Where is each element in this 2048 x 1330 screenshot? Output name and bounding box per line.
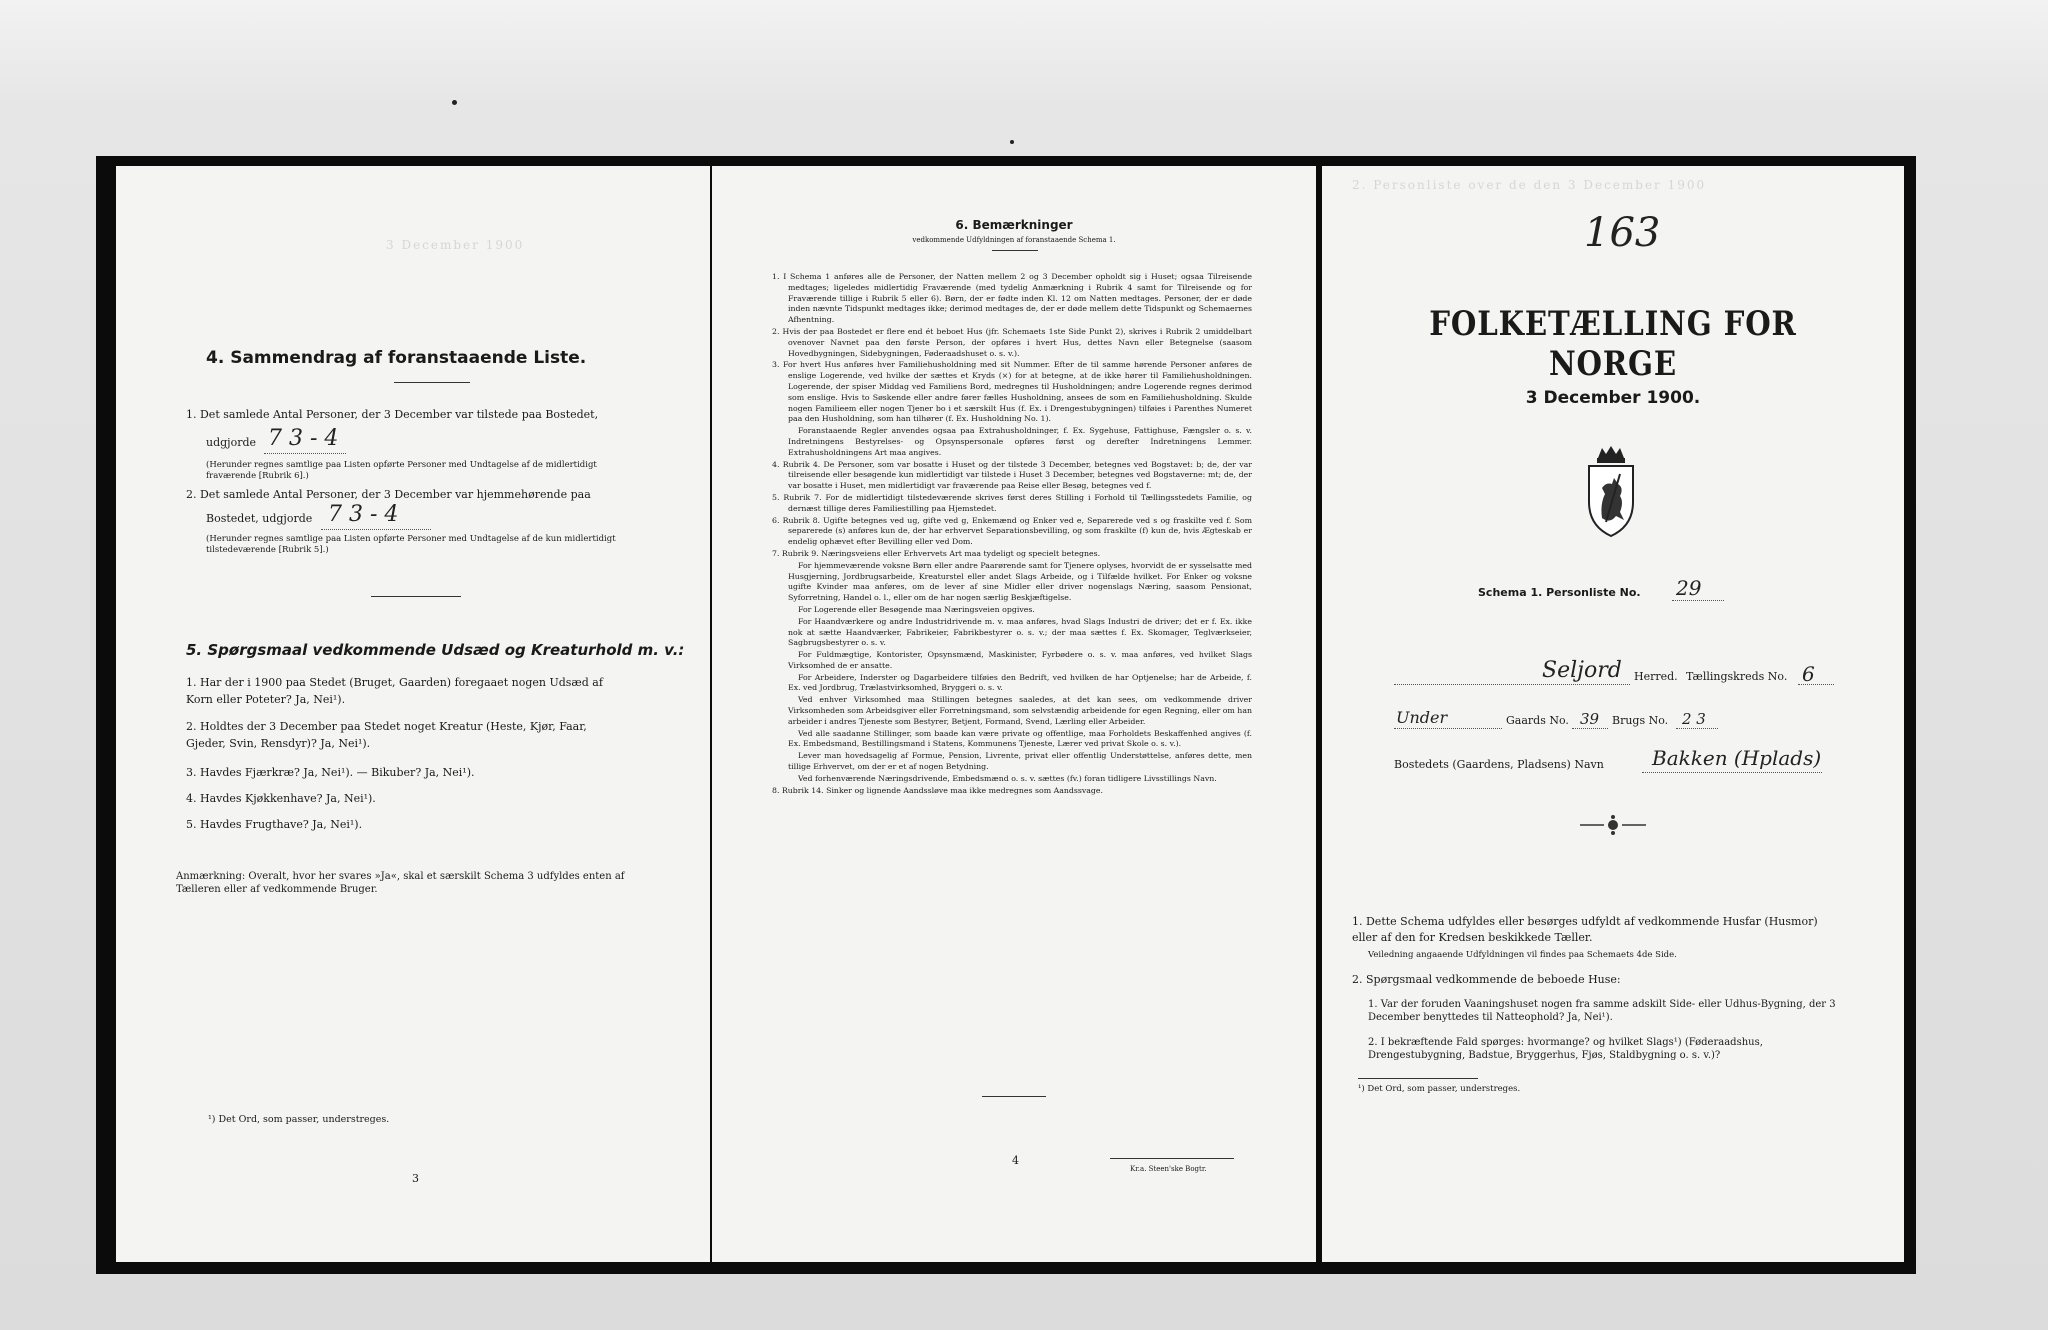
remark-entry: Ved enhver Virksomhed maa Stillingen betegnes saaledes, at det kan sees, om vedkommende driver Virksomheden som Arbeidsgiver eller Forretningsmand, som selvstændig arbeidende for egen Regning, eller om han arbeider i andres Tjeneste som Bestyrer, Betjent, Formand, Svend, Lærling eller Arbeider. <box>788 695 1252 726</box>
instruction-2: 2. Spørgsmaal vedkommende de beboede Huse: <box>1352 973 1621 986</box>
gaard-prefix-line <box>1394 728 1502 729</box>
s5-question-2: 2. Holdtes der 3 December paa Stedet noget Kreatur (Heste, Kjør, Faar, Gjeder, Svin, Rensdyr)? Ja, Nei¹). <box>186 720 587 750</box>
q2-note: (Herunder regnes samtlige paa Listen opførte Personer med Undtagelse af de kun midlertidigt tilstedeværende [Rubrik 5].) <box>206 534 616 555</box>
remark-entry: 3. For hvert Hus anføres hver Familiehusholdning med sit Nummer. Efter de til samme hørende Personer anføres de enslige Logerende, ved hvilke der sættes et Kryds (×) for at betegne, at de ikke hører til Familiehusholdningen. Logerende, der spiser Middag ved Familiens Bord, medregnes til Husholdningen; andre Logerende regnes derimod som enslige. Hvis to Søskende eller andre fører fælles Husholdning, ansees de som en Familiehusholdning. Skulde nogen Familieem eller nogen Tjener bo i et særskilt Hus (f. Ex. i Drengestubygningen) tilføies i Parenthes Numeret paa den Husholdning, som han tilhører (f. Ex. Husholdning No. 1). <box>772 360 1252 424</box>
q2-line-a: 2. Det samlede Antal Personer, der 3 December var hjemmehørende paa <box>186 488 591 501</box>
bleed-through-text: 2. Personliste over de den 3 December 1900 <box>1352 178 1707 192</box>
schema-dotted-line <box>1672 600 1724 601</box>
gaard-value: 39 <box>1580 710 1600 728</box>
gaard-prefix: Under <box>1396 708 1448 727</box>
s5-question-3: 3. Havdes Fjærkræ? Ja, Nei¹). — Bikuber? Ja, Nei¹). <box>186 766 475 779</box>
remark-entry: Lever man hovedsagelig af Formue, Pension, Livrente, privat eller offentlig Understøttelse, anføres dette, men tillige Erhvervet, om der er et af nogen Betydning. <box>788 751 1252 772</box>
s5-question-4: 4. Havdes Kjøkkenhave? Ja, Nei¹). <box>186 792 376 805</box>
section-6-subtitle: vedkommende Udfyldningen af foranstaaende Schema 1. <box>912 236 1116 244</box>
page-number: 4 <box>1012 1154 1019 1167</box>
remark-entry: 6. Rubrik 8. Ugifte betegnes ved ug, gifte ved g, Enkemænd og Enker ved e, Separerede ved s og fraskilte ved f. Som separerede (s) anføres kun de, der har erhvervet Separationsbevilling, og som fraskilte (f) kun de, hvis Ægteskab er endelig ophævet efter Bevilling eller ved Dom. <box>772 515 1252 547</box>
divider <box>371 596 461 597</box>
bosted-label: Bostedets (Gaardens, Pladsens) Navn <box>1394 758 1604 771</box>
q1-note: (Herunder regnes samtlige paa Listen opførte Personer med Undtagelse af de midlertidigt fraværende [Rubrik 6].) <box>206 460 597 481</box>
q2-line-b: Bostedet, udgjorde <box>206 512 313 525</box>
s5-question-5: 5. Havdes Frugthave? Ja, Nei¹). <box>186 818 363 831</box>
instruction-1: 1. Dette Schema udfyldes eller besørges udfyldt af vedkommende Husfar (Husmor) eller af den for Kredsen beskikkede Tæller. <box>1352 915 1818 944</box>
footnote-rule <box>1358 1078 1478 1079</box>
remark-entry: For Logerende eller Besøgende maa Næringsveien opgives. <box>798 604 1035 614</box>
q1-line-b: udgjorde <box>206 436 257 449</box>
remark-entry: For Arbeidere, Inderster og Dagarbeidere tilføies den Bedrift, ved hvilken de har Optjenelse; har de Arbeide, f. Ex. ved Jordbrug, Trælastvirksomhed, Bryggeri o. s. v. <box>788 672 1252 693</box>
gaard-dotted-line <box>1572 728 1608 729</box>
brugs-label: Brugs No. <box>1612 714 1669 727</box>
ornament-icon <box>1578 814 1648 836</box>
instruction-2-2: 2. I bekræftende Fald spørges: hvormange? og hvilket Slags¹) (Føderaadshus, Drengestubygning, Badstue, Bryggerhus, Fjøs, Staldbygning o. s. v.)? <box>1368 1037 1763 1061</box>
title-underline <box>394 382 470 383</box>
ink-speck <box>452 100 457 105</box>
bosted-dotted-line <box>1642 772 1822 773</box>
page-left <box>116 166 710 1262</box>
brugs-dotted-line <box>1676 728 1718 729</box>
footnote: ¹) Det Ord, som passer, understreges. <box>208 1114 390 1125</box>
printer-rule <box>1110 1158 1234 1159</box>
s5-question-1: 1. Har der i 1900 paa Stedet (Bruget, Gaarden) foregaaet nogen Udsæd af Korn eller Poteter? Ja, Nei¹). <box>186 676 603 706</box>
ink-speck <box>1010 140 1014 144</box>
main-title: FOLKETÆLLING FOR NORGE <box>1429 304 1797 384</box>
instruction-1-note: Veiledning angaaende Udfyldningen vil findes paa Schemaets 4de Side. <box>1368 950 1677 960</box>
page-number: 3 <box>412 1172 419 1185</box>
coat-of-arms-icon <box>1580 444 1642 538</box>
remark-entry: 4. Rubrik 4. De Personer, som var bosatte i Huset og der tilstede 3 December, betegnes ved Bogstavet: b; de, der var tilreisende eller besøgende kun midlertidigt var tilstede i Huset 3 December, betegnes ved Bogstaverne: mt; de, der var bosatte i Huset, men midlertidigt var fraværende paa Reise eller Besøg, betegnes ved f. <box>772 459 1252 491</box>
divider <box>982 1096 1046 1097</box>
remark: Anmærkning: Overalt, hvor her svares »Ja«, skal et særskilt Schema 3 udfyldes enten af Tælleren eller af vedkommende Bruger. <box>176 871 625 895</box>
remark-entry: For Haandværkere og andre Industridrivende m. v. maa anføres, hvad Slags Industri de driver; det er f. Ex. ikke nok at sætte Haandværker, Fabrikeier, Fabrikbestyrer o. s. v.; der maa sættes f. Ex. Skomager, Teglværkseier, Sagbrugsbestyrer o. s. v. <box>788 616 1252 648</box>
krets-value: 6 <box>1802 662 1815 686</box>
brugs-value: 2 3 <box>1682 710 1706 728</box>
herred-value: Seljord <box>1542 658 1622 683</box>
remark-entry: Ved forhenværende Næringsdrivende, Embedsmænd o. s. v. sættes (fv.) foran tidligere Livsstillings Navn. <box>798 773 1217 783</box>
remark-entry: For hjemmeværende voksne Børn eller andre Paarørende samt for Tjenere oplyses, hvorvidt de er sysselsatte med Husgjerning, Jordbrugsarbeide, Kreaturstel eller andet Slags Arbeide, og i Tilfælde hvilket. For Enker og voksne ugifte Kvinder maa anføres, om de lever af sine Midler eller driver nogenslags Næring, saasom Pensionat, Syforretning, Handel o. l., eller om de har nogen særlig Beskjæftigelse. <box>788 560 1252 603</box>
remark-entry: Ved alle saadanne Stillinger, som baade kan være private og offentlige, maa Forholdets Beskaffenhed angives (f. Ex. Embedsmand, Bestillingsmand i Statens, Kommunens Tjeneste, Lærer ved privat Skole o. s. v.). <box>788 728 1252 749</box>
section-5-title: 5. Spørgsmaal vedkommende Udsæd og Kreaturhold m. v.: <box>186 641 685 659</box>
subtitle-underline <box>992 250 1038 251</box>
bosted-value: Bakken (Hplads) <box>1652 746 1822 770</box>
bleed-through-text: 3 December 1900 <box>386 238 525 252</box>
page-right <box>1322 166 1904 1262</box>
section-4-title: 4. Sammendrag af foranstaaende Liste. <box>206 348 587 368</box>
q2-dotted-line <box>321 529 431 530</box>
gaard-label: Gaards No. <box>1506 714 1569 727</box>
census-date: 3 December 1900. <box>1525 388 1701 408</box>
q1-dotted-line <box>264 453 346 454</box>
q1-handwritten-value: 7 3 - 4 <box>268 426 339 451</box>
remark-entry: 7. Rubrik 9. Næringsveiens eller Erhvervets Art maa tydeligt og specielt betegnes. <box>772 548 1101 558</box>
krets-dotted-line <box>1798 684 1834 685</box>
remark-entry: 8. Rubrik 14. Sinker og lignende Aandssløve maa ikke medregnes som Aandssvage. <box>772 785 1104 795</box>
remark-entry: 1. I Schema 1 anføres alle de Personer, der Natten mellem 2 og 3 December opholdt sig i Huset; ogsaa Tilreisende medtages; ligeledes midlertidig Fraværende (med tydelig Anmærkning i Rubrik 4 samt for Tilreisende og for Fraværende tillige i Rubrik 5 eller 6). Børn, der er fødte inden Kl. 12 om Natten medtages. Personer, der er døde inden nævnte Tidspunkt medtages ikke; derimod medtages de, der er døde mellem dette Tidspunkt og Schemaernes Afhentning. <box>772 272 1252 325</box>
section-6-title: 6. Bemærkninger <box>955 218 1073 232</box>
schema-number-value: 29 <box>1676 576 1702 600</box>
page-middle <box>712 166 1316 1262</box>
herred-dotted-line <box>1394 684 1630 685</box>
instruction-2-1: 1. Var der foruden Vaaningshuset nogen fra samme adskilt Side- eller Udhus-Bygning, der 3 December benyttedes til Natteophold? Ja, Nei¹). <box>1368 999 1836 1023</box>
q2-handwritten-value: 7 3 - 4 <box>328 502 399 527</box>
remark-entry: Foranstaaende Regler anvendes ogsaa paa Extrahusholdninger, f. Ex. Sygehuse, Fattighuse, Fængsler o. s. v. Indretningens Bestyrelses- og Opsynspersonale opføres først og derefter Indretningens Lemmer. Extrahusholdningens Art maa angives. <box>788 426 1252 457</box>
handwritten-page-number: 163 <box>1584 210 1661 256</box>
remark-entry: For Fuldmægtige, Kontorister, Opsynsmænd, Maskinister, Fyrbødere o. s. v. maa anføres, ved hvilket Slags Virksomhed de er ansatte. <box>788 650 1252 670</box>
footnote: ¹) Det Ord, som passer, understreges. <box>1358 1084 1521 1094</box>
schema-label: Schema 1. Personliste No. <box>1478 586 1641 599</box>
remarks-list <box>772 272 1252 797</box>
remark-entry: 2. Hvis der paa Bostedet er flere end ét beboet Hus (jfr. Schemaets 1ste Side Punkt 2), skrives i Rubrik 2 umiddelbart ovenover Navnet paa den første Person, der opføres i hvert Hus, dettes Navn eller Betegnelse (saasom Hovedbygningen, Sidebygningen, Føderaadshuset o. s. v.). <box>772 326 1252 358</box>
remark-entry: 5. Rubrik 7. For de midlertidigt tilstedeværende skrives først deres Stilling i Forhold til Tællingsstedets Familie, og dernæst tillige deres Familiestilling paa Hjemstedet. <box>772 492 1252 513</box>
q1-line-a: 1. Det samlede Antal Personer, der 3 December var tilstede paa Bostedet, <box>186 408 599 421</box>
printer-credit: Kr.a. Steen'ske Bogtr. <box>1130 1165 1207 1173</box>
krets-label: Tællingskreds No. <box>1686 670 1788 683</box>
herred-label: Herred. <box>1634 670 1678 683</box>
